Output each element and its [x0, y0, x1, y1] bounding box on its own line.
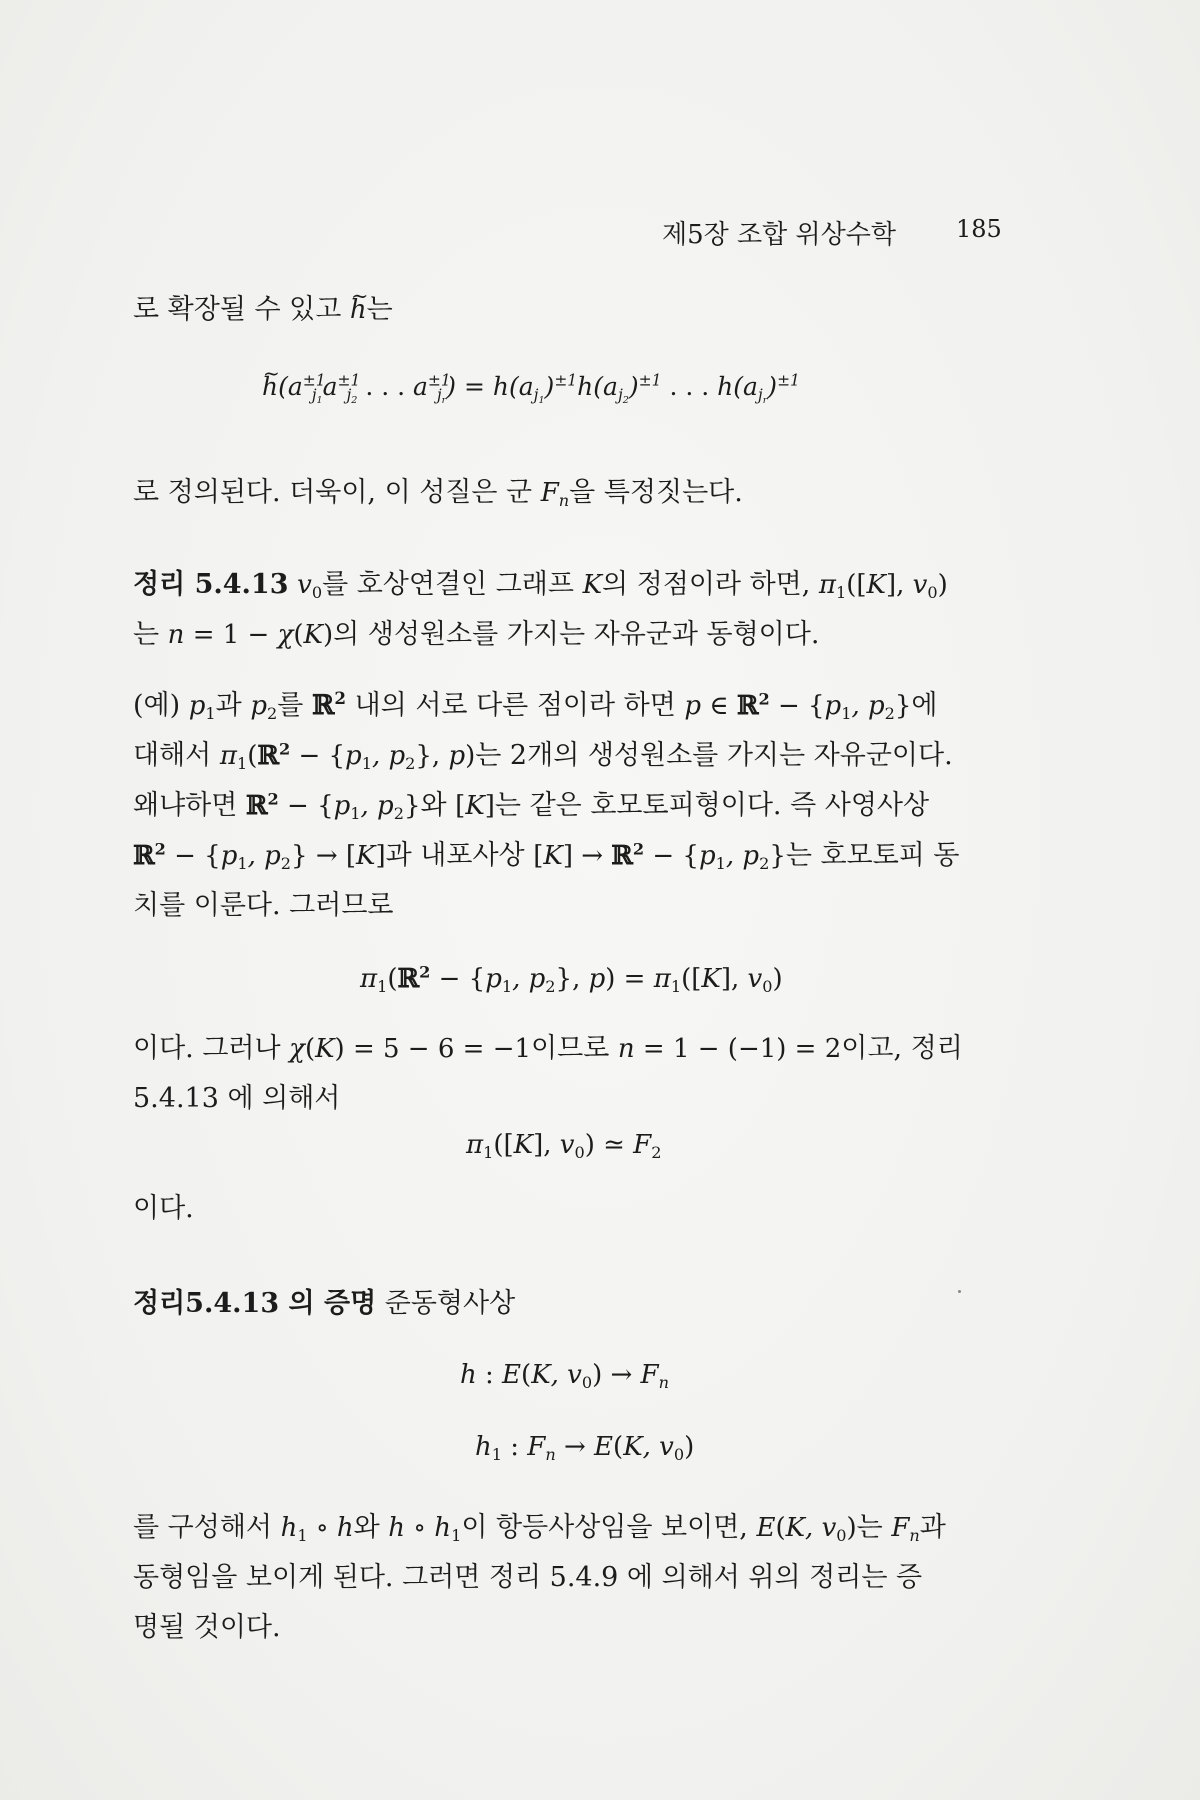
example-line-3: 왜냐하면 ℝ$^2$ − {$p_1$, $p_2$}와 [K]는 같은 호모토피형이다. 즉 사영사상	[133, 789, 930, 823]
text-segment: 와	[420, 790, 456, 821]
text-segment: 는	[856, 1512, 892, 1543]
proof-line-2: 동형임을 보이게 된다. 그러면 정리 5.4.9 에 의해서 위의 정리는 증	[133, 1562, 923, 1593]
text-segment: 내의 서로 다른 점이라 하면	[346, 690, 685, 721]
text-segment: 이고, 정리	[841, 1033, 963, 1064]
text-segment: 을 특정짓는다.	[569, 477, 743, 508]
text-segment: 는 호모토피 동	[785, 840, 960, 871]
text-segment: 는	[133, 619, 168, 650]
proof-line-3: 명될 것이다.	[133, 1612, 281, 1643]
proof-heading	[133, 1290, 515, 1317]
theorem-label: 정리 5.4.13	[133, 569, 289, 600]
text-segment: 과 내포사상	[385, 840, 534, 871]
text-segment: 는 같은 호모토피형이다. 즉 사영사상	[494, 790, 930, 821]
example-line-2: 대해서 $\pi_1(ℝ^2 - \{p_1$, $p_2$}, p)는 2개의 생성원소를 가지는 자유군이다.	[133, 739, 953, 773]
text-segment: 를	[277, 690, 312, 721]
text-segment: 과	[919, 1512, 946, 1543]
page-number: 185	[956, 215, 1002, 243]
text-segment: 이 항등사상임을 보이면,	[461, 1512, 757, 1543]
text-segment: 이다. 그러나	[133, 1033, 290, 1064]
text-segment: 를 구성해서	[133, 1512, 281, 1543]
text-segment: 과	[215, 690, 251, 721]
text-segment: 에	[911, 690, 938, 721]
example-line-1: (예) $p_1$과 $p_2$를 ℝ$^2$ 내의 서로 다른 점이라 하면 p ∈ ℝ$^2$ − {$p_1$, $p_2$}에	[133, 687, 938, 723]
text-segment: 준동형사상	[376, 1288, 516, 1319]
text-segment: (예)	[133, 690, 189, 721]
equation-pi1-F2: $\pi_1([K]$, $v_0$) ≃ $F_2$	[466, 1130, 662, 1162]
proof-line-1: 를 구성해서 $h_1$ ∘ h와 h ∘ $h_1$이 항등사상임을 보이면, E(K, $v_0$)는 $F_n$과	[133, 1512, 946, 1545]
text-segment: 로 확장될 수 있고	[133, 294, 350, 325]
text-line-extend	[133, 296, 393, 323]
example-line-5: 치를 이룬다. 그러므로	[133, 890, 394, 921]
text-segment: 는	[366, 294, 393, 325]
theorem-line-1: 정리 5.4.13 $v_0$를 호상연결인 그래프 K의 정점이라 하면, $\pi_1([K]$, $v_0$)	[133, 569, 948, 602]
equation-pi1-equal: $\pi_1(ℝ^2 - \{p_1$, $p_2$}, $p) = \pi_1([K]$, $v_0$)	[360, 962, 783, 996]
theorem-line-2: 는 n = 1 − χ(K)의 생성원소를 가지는 자유군과 동형이다.	[133, 619, 820, 650]
text-segment: 는 2개의 생성원소를 가지는 자유군이다.	[475, 740, 953, 771]
h-tilde-symbol: ~ h	[350, 297, 367, 323]
example-line-7: 5.4.13 에 의해서	[133, 1083, 341, 1114]
text-segment: 와	[353, 1512, 389, 1543]
chapter-header: 제5장 조합 위상수학	[662, 220, 896, 250]
proof-label: 정리5.4.13 의 증명	[133, 1288, 377, 1319]
text-segment: 왜냐하면	[133, 790, 246, 821]
equation-h1-map: $h_1$ : $F_n \to E(K$, $v_0$)	[475, 1432, 695, 1464]
text-segment: 로 정의된다. 더욱이, 이 성질은 군	[133, 477, 541, 508]
text-segment: 이므로	[531, 1033, 618, 1064]
text-segment: 의 생성원소를 가지는 자유군과 동형이다.	[333, 619, 820, 650]
text-line-defined: 로 정의된다. 더욱이, 이 성질은 군 $F_n$을 특정짓는다.	[133, 477, 743, 510]
text-segment: 대해서	[133, 740, 220, 771]
example-line-8: 이다.	[133, 1193, 194, 1224]
equation-h-map: h : E(K, $v_0) \to F_n$	[460, 1360, 669, 1392]
example-line-4: ℝ$^2$ − {$p_1$, $p_2\} \to [K]$과 내포사상 [K] → ℝ$^2$ − {$p_1$, $p_2$}는 호모토피 동	[133, 839, 960, 873]
scan-speck	[958, 1290, 961, 1293]
equation-h-tilde: ~ $h(a^{\pm 1}_{j_1}a^{\pm 1}_{j_2}$ . . . $a^{\pm 1}_{j_r}) = h(a_{j_1})^{\pm 1}h(a_{j_2})^{\pm 1}$ . . . $h(a_{j_r})^{\pm 1}$	[262, 372, 800, 401]
text-segment: 의 정점이라 하면,	[602, 569, 819, 600]
example-line-6: 이다. 그러나 χ(K) = 5 − 6 = −1이므로 n = 1 − (−1) = 2이고, 정리	[133, 1033, 963, 1064]
text-segment: 를 호상연결인 그래프	[322, 569, 583, 600]
